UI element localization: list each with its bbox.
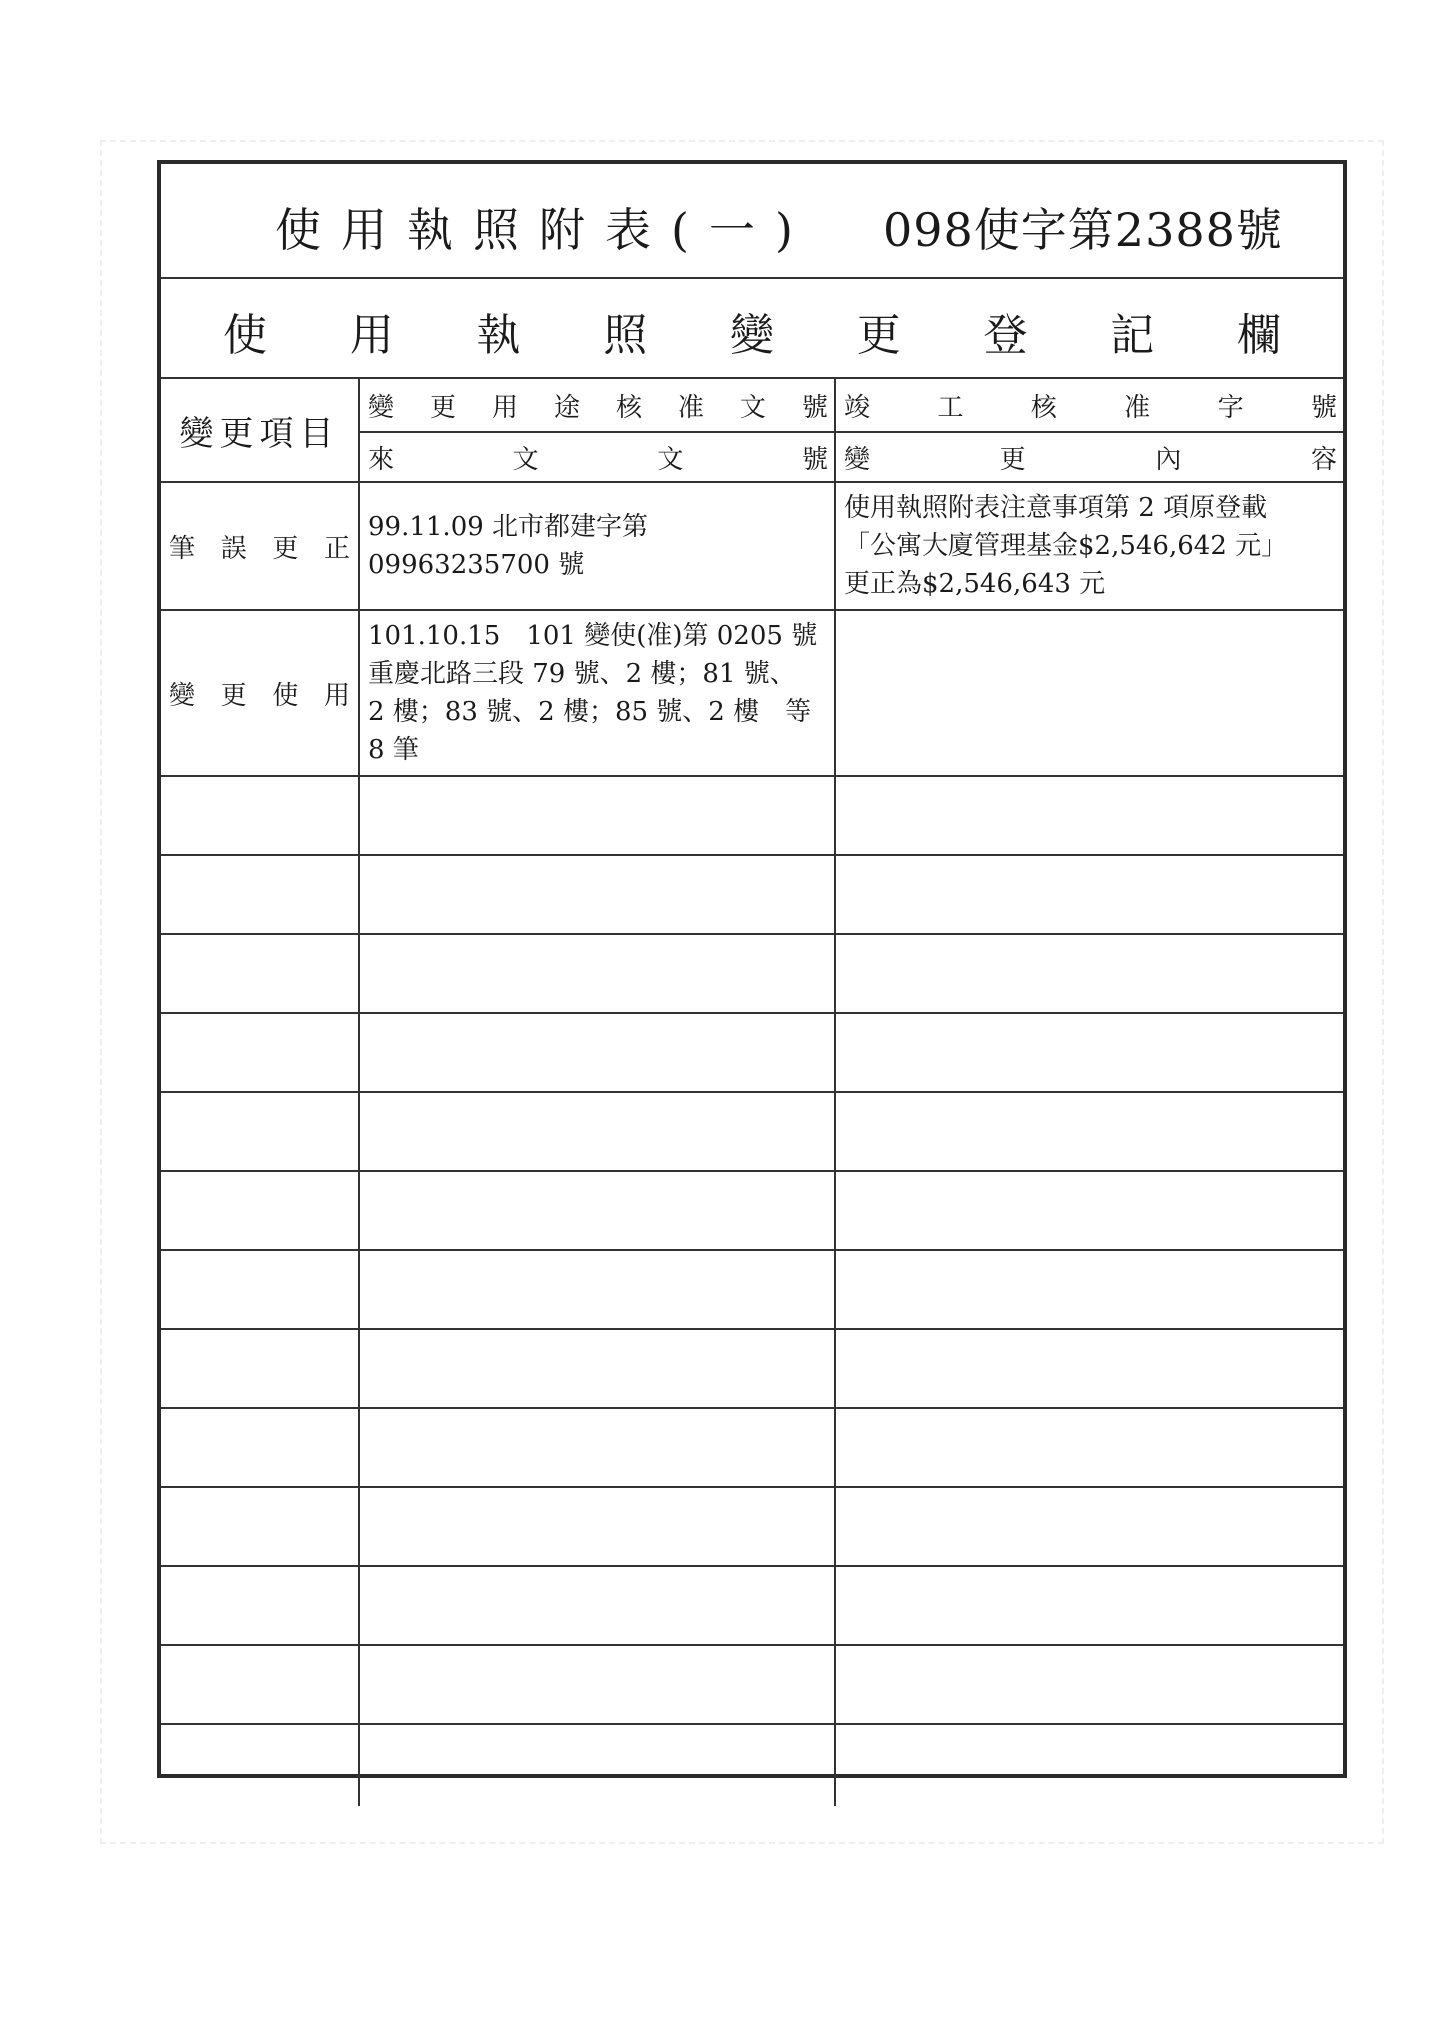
header-char: 文 (512, 444, 539, 475)
empty-content-cell (835, 1171, 1343, 1250)
row-content-cell (835, 482, 1343, 610)
header-col2-bottom (359, 432, 835, 482)
empty-item-cell (161, 1171, 359, 1250)
document-line: 8 筆 (368, 735, 419, 765)
empty-item-cell (161, 1487, 359, 1566)
empty-document-cell (359, 1250, 835, 1329)
row-document-cell (359, 610, 835, 776)
table-row (161, 482, 1343, 610)
subtitle-char: 用 (349, 310, 394, 361)
subtitle-char: 使 (223, 310, 267, 361)
empty-content-cell (835, 1329, 1343, 1408)
header-char: 准 (1124, 392, 1151, 423)
empty-row (161, 1013, 1343, 1092)
empty-document-cell (359, 1487, 835, 1566)
header-char: 文 (657, 444, 684, 475)
header-char: 途 (553, 392, 580, 423)
empty-row (161, 1092, 1343, 1171)
title-row (161, 164, 1343, 279)
document-line: 重慶北路三段 79 號、2 樓；81 號、 (368, 659, 796, 689)
empty-document-cell (359, 1013, 835, 1092)
document-line: 101.10.15 101 變使(准)第 0205 號 (368, 621, 818, 651)
row-item-cell (161, 482, 359, 610)
header-char: 內 (1155, 444, 1182, 475)
form-title: 使用執照附表(一) (275, 203, 813, 257)
empty-item-cell (161, 934, 359, 1013)
empty-row (161, 1724, 1343, 1806)
empty-item-cell (161, 776, 359, 855)
empty-row (161, 934, 1343, 1013)
subtitle-char: 執 (476, 310, 521, 361)
empty-document-cell (359, 1408, 835, 1487)
empty-row (161, 1408, 1343, 1487)
empty-row (161, 1250, 1343, 1329)
empty-item-cell (161, 1092, 359, 1171)
empty-item-cell (161, 1566, 359, 1645)
empty-row (161, 1645, 1343, 1724)
empty-content-cell (835, 1487, 1343, 1566)
license-number: 098使字第2388號 (883, 203, 1283, 257)
empty-item-cell (161, 1724, 359, 1806)
header-char: 來 (368, 444, 395, 475)
header-char: 號 (801, 444, 828, 475)
row-content-cell (835, 610, 1343, 776)
header-char: 變 (368, 392, 395, 423)
empty-document-cell (359, 1171, 835, 1250)
empty-item-cell (161, 1329, 359, 1408)
empty-document-cell (359, 855, 835, 934)
empty-document-cell (359, 1092, 835, 1171)
header-char: 工 (937, 392, 964, 423)
empty-row (161, 1171, 1343, 1250)
empty-document-cell (359, 1566, 835, 1645)
row-item: 筆 誤 更 正 (169, 533, 350, 564)
header-char: 核 (615, 392, 642, 423)
header-char: 核 (1030, 392, 1057, 423)
empty-content-cell (835, 1645, 1343, 1724)
empty-item-cell (161, 1250, 359, 1329)
content-line: 更正為$2,546,643 元 (844, 569, 1106, 599)
content-line: 「公寓大廈管理基金$2,546,642 元」 (844, 531, 1288, 561)
row-document-cell (359, 482, 835, 610)
empty-content-cell (835, 934, 1343, 1013)
empty-content-cell (835, 1092, 1343, 1171)
table-row (161, 610, 1343, 776)
subtitle-char: 欄 (1237, 310, 1281, 361)
header-col3-top (835, 378, 1343, 432)
empty-content-cell (835, 1013, 1343, 1092)
header-char: 變 (844, 444, 871, 475)
header-char: 准 (677, 392, 704, 423)
row-item-cell (161, 610, 359, 776)
subtitle-row (161, 277, 1343, 379)
empty-row (161, 1487, 1343, 1566)
header-char: 號 (1310, 392, 1337, 423)
subtitle-char: 記 (1110, 310, 1155, 361)
empty-item-cell (161, 855, 359, 934)
empty-content-cell (835, 776, 1343, 855)
empty-row (161, 855, 1343, 934)
empty-content-cell (835, 1566, 1343, 1645)
form-subtitle (223, 299, 1281, 363)
row-item: 變 更 使 用 (169, 680, 350, 711)
empty-content-cell (835, 1250, 1343, 1329)
empty-content-cell (835, 1408, 1343, 1487)
empty-item-cell (161, 1013, 359, 1092)
empty-content-cell (835, 855, 1343, 934)
document-line: 99.11.09 北市都建字第 (368, 512, 649, 542)
empty-item-cell (161, 1408, 359, 1487)
empty-document-cell (359, 776, 835, 855)
header-char: 更 (999, 444, 1026, 475)
empty-document-cell (359, 934, 835, 1013)
header-char: 用 (491, 392, 518, 423)
subtitle-char: 更 (856, 310, 901, 361)
header-item: 變更項目 (179, 413, 340, 454)
empty-item-cell (161, 1645, 359, 1724)
empty-document-cell (359, 1645, 835, 1724)
header-char: 更 (429, 392, 456, 423)
document-line: 2 樓；83 號、2 樓；85 號、2 樓 等 (368, 697, 812, 727)
header-item-cell (161, 378, 359, 482)
registration-table (161, 377, 1343, 1806)
document-line: 09963235700 號 (368, 550, 585, 580)
header-char: 文 (739, 392, 766, 423)
empty-document-cell (359, 1724, 835, 1806)
empty-content-cell (835, 1724, 1343, 1806)
subtitle-char: 變 (730, 310, 774, 361)
change-registration-form (157, 160, 1347, 1778)
empty-row (161, 1329, 1343, 1408)
empty-row (161, 1566, 1343, 1645)
header-col3-bottom (835, 432, 1343, 482)
header-col2-top (359, 378, 835, 432)
header-char: 字 (1217, 392, 1244, 423)
subtitle-char: 登 (983, 310, 1028, 361)
header-char: 容 (1310, 444, 1337, 475)
header-char: 竣 (844, 392, 871, 423)
content-line: 使用執照附表注意事項第 2 項原登載 (844, 493, 1268, 523)
empty-row (161, 776, 1343, 855)
empty-document-cell (359, 1329, 835, 1408)
header-char: 號 (801, 392, 828, 423)
subtitle-char: 照 (603, 310, 648, 361)
